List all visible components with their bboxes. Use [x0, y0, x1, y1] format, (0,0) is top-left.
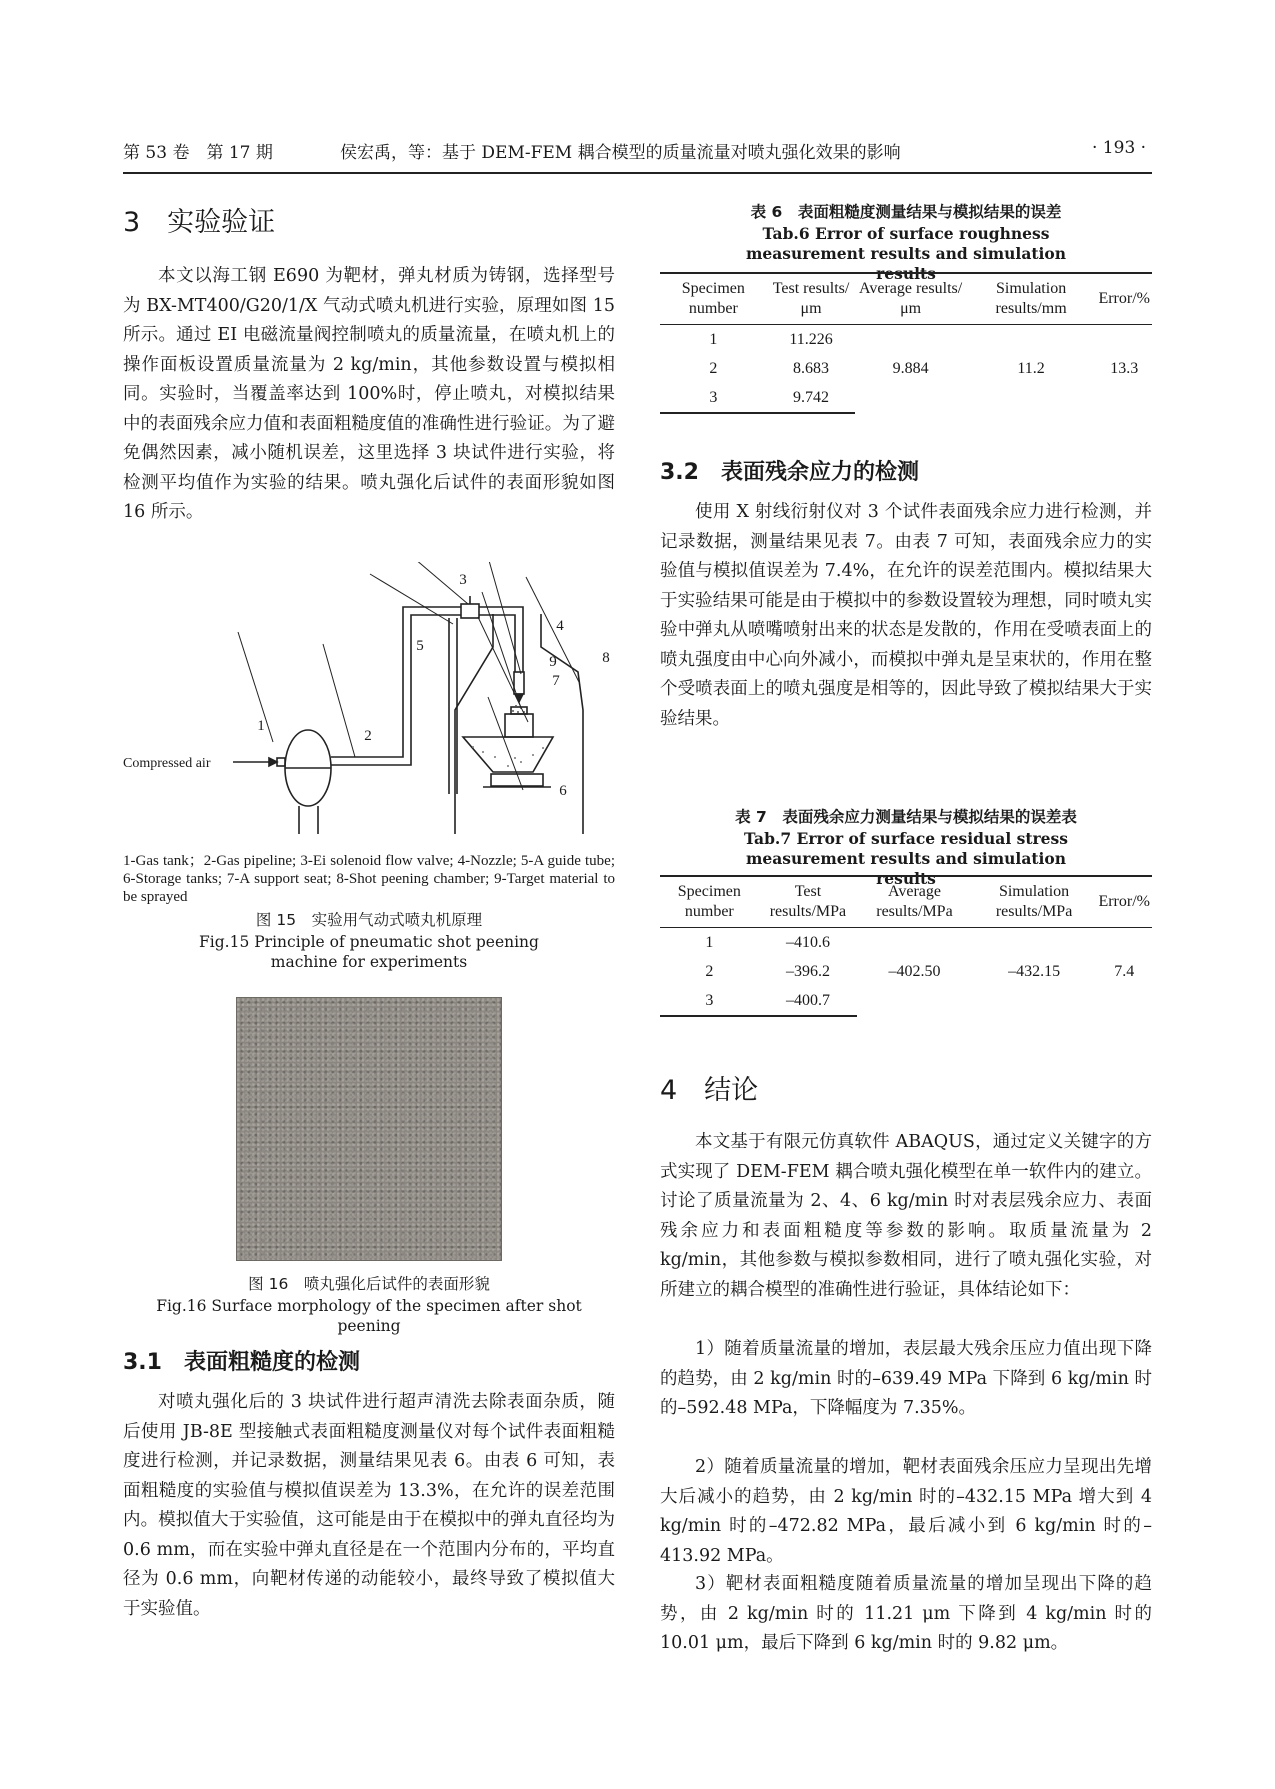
figure-15-label-9: 9: [549, 654, 557, 670]
table-7-average: –402.50: [888, 963, 941, 980]
figure-15-diagram: [123, 562, 623, 847]
table-7-specimen-3: 3: [660, 986, 759, 1016]
table-6-header-error: Error/%: [1096, 273, 1152, 325]
figure-16-specimen-photo: [236, 997, 502, 1261]
section-3-paragraph: 本文以海工钢 E690 为靶材，弹丸材质为铸钢，选择型号为 BX-MT400/G20/1/X 气动式喷丸机进行实验，原理如图 15 所示。通过 EI 电磁流量阀控制喷丸的质量流量，在喷丸机上的操作面板设置质量流量为 2 kg/min，其他参数设置与模拟相同。实验时，当覆盖率达到 100%时，停止喷丸，对模拟结果中的表面残余应力值和表面粗糙度值的准确性进行验证。为了避免偶然因素，减小随机误差，这里选择 3 块试件进行实验，将检测平均值作为实验的结果。喷丸强化后试件的表面形貌如图 16 所示。: [123, 266, 615, 522]
figure-15-legend: 1-Gas tank；2-Gas pipeline; 3-Ei solenoid flow valve; 4-Nozzle; 5-A guide tube; 6-Storage tanks; 7-A support seat; 8-Shot peening chamber; 9-Target material to be sprayed: [123, 853, 615, 905]
section-3-1-paragraph: 对喷丸强化后的 3 块试件进行超声清洗去除表面杂质，随后使用 JB-8E 型接触式表面粗糙度测量仪对每个试件表面粗糙度进行检测，并记录数据，测量结果见表 6。由表 6 可知，表面粗糙度的实验值与模拟值误差为 13.3%，在允许的误差范围内。模拟值大于实验值，这可能是由于在模拟中的弹丸直径均为 0.6 mm，而在实验中弹丸直径是在一个范围内分布的，平均直径为 0.6 mm，向靶材传递的动能较小，最终导致了模拟值大于实验值。: [123, 1392, 615, 1619]
table-7-simulation: –432.15: [1008, 963, 1061, 980]
figure-15-label-2: 2: [364, 728, 372, 744]
figure-15-label-6: 6: [559, 783, 567, 799]
section-3-2-paragraph: 使用 X 射线衍射仪对 3 个试件表面残余应力进行检测，并记录数据，测量结果见表 7。由表 7 可知，表面残余应力的实验值与模拟值误差为 7.4%，在允许的误差范围内。模拟结果大于实验结果可能是由于模拟中的参数设置较为理想，同时喷丸实验中弹丸从喷嘴喷射出来的状态是发散的，作用在受喷表面上的喷丸强度由中心向外减小，而模拟中弹丸是呈束状的，作用在整个受喷表面上的喷丸强度是相等的，因此导致了模拟结果大于实验结果。: [660, 502, 1152, 729]
table-7-header-average: Average results/MPa: [857, 876, 971, 928]
table-7: [660, 875, 1152, 1017]
header-page-number: · 193 ·: [1092, 138, 1147, 158]
section-4-title: 4 结论: [660, 1075, 759, 1106]
figure-15-label-8: 8: [602, 650, 610, 666]
table-6-test-2: 8.683: [793, 359, 830, 377]
table-7-header-row: [660, 876, 1152, 928]
table-6-error: 13.3: [1110, 360, 1139, 377]
table-7-header-simulation: Simulation results/MPa: [972, 876, 1097, 928]
table-6-specimen-2: 2: [709, 359, 718, 377]
table-7-header-error: Error/%: [1096, 876, 1152, 928]
table-7-header-specimen: Specimen number: [660, 876, 759, 928]
header-rule: [123, 172, 1152, 174]
figure-15-label-7: 7: [552, 673, 560, 689]
table-6: [660, 272, 1152, 414]
table-6-caption-cn: 表 6 表面粗糙度测量结果与模拟结果的误差: [750, 203, 1062, 221]
table-row: [660, 928, 1152, 958]
section-4-point-2: 2）随着质量流量的增加，靶材表面残余压应力呈现出先增大后减小的趋势，由 2 kg/min 时的–432.15 MPa 增大到 4 kg/min 时的–472.82 MPa，最后减小到 6 kg/min 时的–413.92 MPa。: [660, 1457, 1152, 1566]
table-6-specimen-1: 1: [709, 330, 718, 348]
header-running-title: 侯宏禹，等：基于 DEM-FEM 耦合模型的质量流量对喷丸强化效果的影响: [340, 143, 901, 163]
table-row: [660, 325, 1152, 355]
table-6-header-test: Test results/μm: [767, 273, 856, 325]
support-seat-shape: [505, 714, 533, 737]
section-3-title: 3 实验验证: [123, 207, 276, 238]
table-7-error: 7.4: [1114, 963, 1135, 980]
figure-16-caption-en: Fig.16 Surface morphology of the specimen after shot peening: [156, 1297, 582, 1335]
table-7-caption-cn: 表 7 表面残余应力测量结果与模拟结果的误差表: [735, 808, 1077, 826]
table-7-specimen-1: 1: [705, 933, 714, 951]
figure-15-caption-cn: 图 15 实验用气动式喷丸机原理: [255, 911, 483, 929]
table-7-specimen-2: 2: [705, 962, 714, 980]
table-7-caption-en: Tab.7 Error of surface residual stress measurement results and simulation results: [744, 829, 1068, 888]
table-6-header-average: Average results/μm: [855, 273, 965, 325]
table-7-test-2: –396.2: [785, 962, 830, 980]
table-6-header-specimen: Specimen number: [660, 273, 767, 325]
table-7-test-1: –410.6: [785, 933, 830, 951]
figure-15-label-3: 3: [459, 572, 467, 588]
figure-15-caption-en: Fig.15 Principle of pneumatic shot peening machine for experiments: [199, 933, 539, 971]
figure-15-label-5: 5: [416, 638, 424, 654]
figure-15-input-label: Compressed air: [123, 756, 211, 771]
figure-16-caption-cn: 图 16 喷丸强化后试件的表面形貌: [248, 1275, 490, 1293]
table-7-header-test: Test results/MPa: [759, 876, 858, 928]
solenoid-valve-shape: [461, 604, 479, 618]
table-7-test-3: –400.7: [759, 986, 858, 1016]
header-volume-issue: 第 53 卷 第 17 期: [123, 143, 273, 163]
table-6-simulation: 11.2: [1017, 360, 1045, 377]
section-4-point-1: 1）随着质量流量的增加，表层最大残余压应力值出现下降的趋势，由 2 kg/min 时的–639.49 MPa 下降到 6 kg/min 时的–592.48 MPa，下降幅度为 7.35%。: [660, 1339, 1152, 1418]
section-4-intro: 本文基于有限元仿真软件 ABAQUS，通过定义关键字的方式实现了 DEM-FEM 耦合喷丸强化模型在单一软件内的建立。讨论了质量流量为 2、4、6 kg/min 时对表层残余应力、表面残余应力和表面粗糙度等参数的影响。取质量流量为 2 kg/min，其他参数与模拟参数相同，进行了喷丸强化实验，对所建立的耦合模型的准确性进行验证，具体结论如下：: [660, 1132, 1152, 1300]
table-6-average: 9.884: [892, 360, 929, 377]
table-6-header-simulation: Simulation results/mm: [966, 273, 1097, 325]
table-6-test-1: 11.226: [789, 330, 833, 348]
table-6-caption-en: Tab.6 Error of surface roughness measurement results and simulation results: [745, 224, 1067, 283]
table-6-header-row: [660, 273, 1152, 325]
figure-15-label-1: 1: [257, 718, 265, 734]
table-6-test-3: 9.742: [767, 383, 856, 413]
peening-chamber-shape: [455, 614, 493, 834]
section-3-2-title: 3.2 表面残余应力的检测: [660, 460, 919, 485]
section-4-point-3: 3）靶材表面粗糙度随着质量流量的增加呈现出下降的趋势，由 2 kg/min 时的 11.21 μm 下降到 4 kg/min 时的 10.01 μm，最后下降到 6 kg/min 时的 9.82 μm。: [660, 1574, 1152, 1653]
figure-15-label-4: 4: [556, 618, 564, 634]
table-6-specimen-3: 3: [660, 383, 767, 413]
section-3-1-title: 3.1 表面粗糙度的检测: [123, 1350, 360, 1375]
